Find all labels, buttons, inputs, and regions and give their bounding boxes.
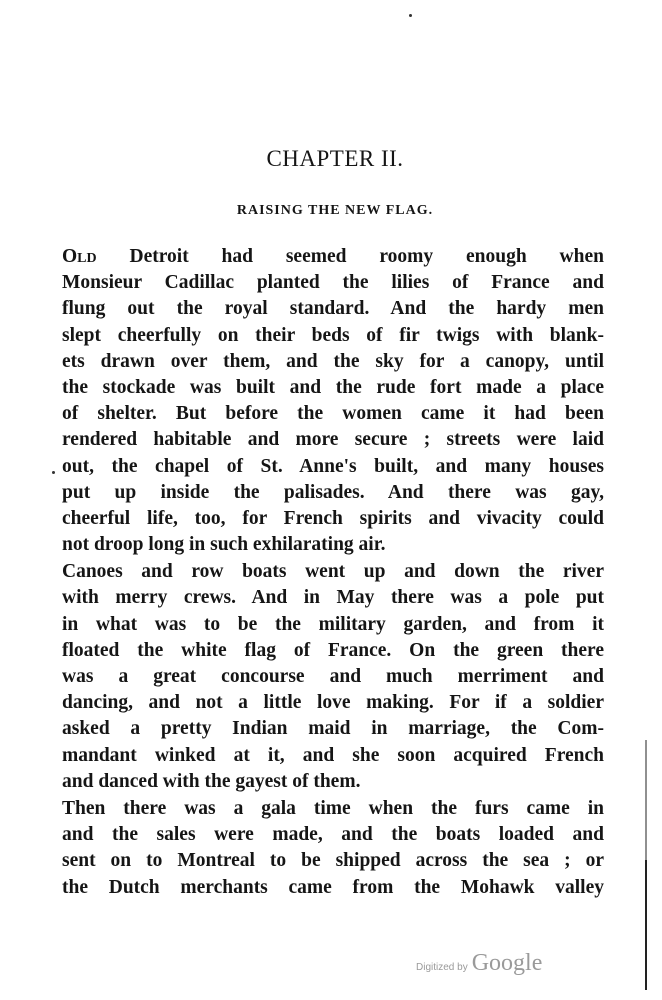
text-line	[62, 349, 604, 375]
text-line	[62, 296, 604, 322]
line-text: slept cheerfully on their beds of fir twigs with blank-	[62, 324, 604, 346]
page-edge	[645, 740, 647, 860]
line-text: was a great concourse and much merriment and	[62, 666, 604, 687]
line-text: out, the chapel of St. Anne's built, and many houses	[62, 455, 604, 477]
text-line	[62, 875, 604, 901]
body-text	[62, 244, 604, 901]
text-line	[62, 716, 604, 742]
text-line	[62, 427, 604, 453]
line-text: ets drawn over them, and the sky for a canopy, until	[62, 350, 604, 372]
scan-speck	[409, 14, 412, 17]
line-text: with merry crews. And in May there was a pole put	[62, 587, 604, 609]
scan-speck	[52, 471, 55, 474]
page-edge	[645, 860, 647, 990]
chapter-title: RAISING THE NEW FLAG.	[236, 203, 434, 218]
text-line	[62, 375, 604, 401]
line-text: rendered habitable and more secure ; streets were laid	[62, 429, 604, 451]
text-line	[62, 796, 604, 822]
text-line	[62, 664, 604, 690]
text-line	[62, 532, 604, 558]
text-line	[62, 244, 604, 270]
line-text: asked a pretty Indian maid in marriage, the Com-	[62, 718, 604, 740]
line-text: mandant winked at it, and she soon acquired French	[62, 744, 604, 766]
line-text: Detroit had seemed roomy enough when	[96, 246, 604, 267]
line-text: Then there was a gala time when the furs came in	[62, 797, 604, 819]
line-text: in what was to be the military garden, and from it	[62, 613, 604, 635]
line-text: the stockade was built and the rude fort made a place	[62, 376, 604, 398]
text-line	[62, 690, 604, 716]
text-line	[62, 585, 604, 611]
text-line	[62, 323, 604, 349]
drop-word: Old	[62, 246, 97, 267]
line-text: sent on to Montreal to be shipped across the sea ; or	[62, 850, 604, 872]
line-text: and danced with the gayest of them.	[62, 770, 361, 792]
line-text: the Dutch merchants came from the Mohawk valley	[62, 876, 604, 898]
line-text: floated the white flag of France. On the green there	[62, 639, 604, 661]
line-text: Canoes and row boats went up and down the river	[62, 561, 604, 583]
text-line	[62, 401, 604, 427]
text-line	[62, 848, 604, 874]
chapter-heading: CHAPTER II.	[266, 146, 404, 171]
line-text: not droop long in such exhilarating air.	[62, 534, 386, 556]
digitized-by-google-watermark: Digitized by Google	[416, 950, 543, 976]
line-text: of shelter. But before the women came it had been	[62, 403, 604, 425]
text-line	[62, 506, 604, 532]
text-line	[62, 270, 604, 296]
text-line	[62, 769, 604, 795]
text-line	[62, 559, 604, 585]
line-text: Monsieur Cadillac planted the lilies of France and	[62, 272, 604, 294]
text-line	[62, 612, 604, 638]
text-line	[62, 454, 604, 480]
line-text: and the sales were made, and the boats loaded and	[62, 824, 604, 846]
line-text: put up inside the palisades. And there was gay,	[62, 481, 604, 503]
line-text: dancing, and not a little love making. For if a soldier	[62, 692, 604, 714]
text-line	[62, 638, 604, 664]
text-line	[62, 822, 604, 848]
text-line	[62, 480, 604, 506]
line-text: cheerful life, too, for French spirits and vivacity could	[62, 507, 604, 529]
line-text: flung out the royal standard. And the hardy men	[62, 298, 604, 320]
text-line	[62, 743, 604, 769]
